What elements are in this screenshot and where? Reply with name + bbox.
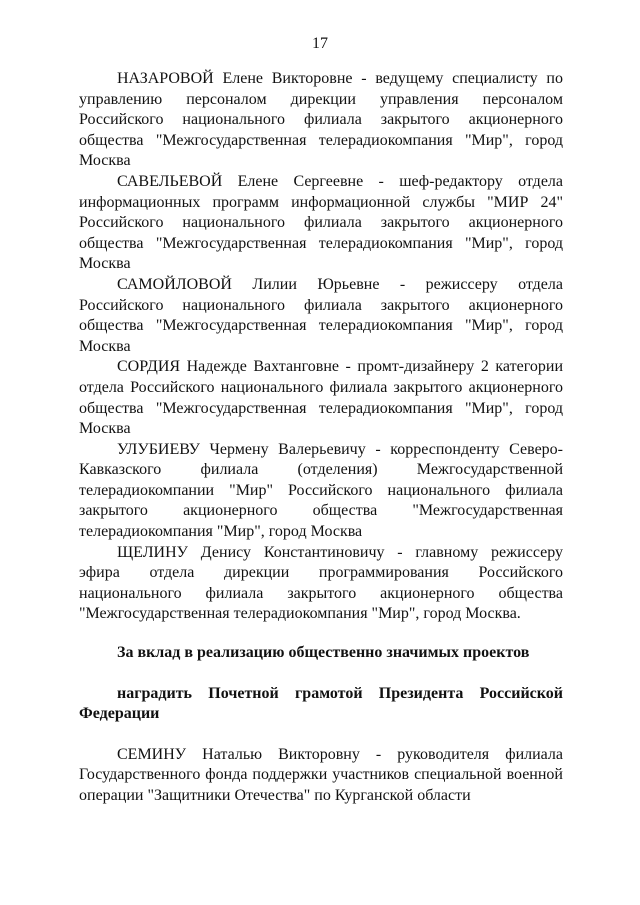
- award-recipient-paragraph: САВЕЛЬЕВОЙ Елене Сергеевне - шеф-редактору отдела информационных программ информационной службы "МИР 24" Российского национального филиала закрытого акционерного общества "Межгосударственная телерадиокомпания "Мир", город Москва: [79, 172, 563, 273]
- award-recipient-paragraph: ЩЕЛИНУ Денису Константиновичу - главному режиссеру эфира отдела дирекции программирования Российского национального филиала закрытого акционерного общества "Межгосударственная телерадиокомпания "Мир", город Москва.: [79, 543, 563, 623]
- award-recipient-paragraph: НАЗАРОВОЙ Елене Викторовне - ведущему специалисту по управлению персоналом дирекции управления персоналом Российского национального филиала закрытого акционерного общества "Межгосударственная телерадиокомпания "Мир", город Москва: [79, 70, 563, 170]
- section-heading: За вклад в реализацию общественно значимых проектов: [117, 644, 530, 662]
- award-recipient-paragraph: СЕМИНУ Наталью Викторовну - руководителя филиала Государственного фонда поддержки участников специальной военной операции "Защитники Отечества" по Курганской области: [79, 745, 563, 804]
- award-heading: наградить Почетной грамотой Президента Российской Федерации: [79, 684, 563, 723]
- page-number: 17: [312, 35, 328, 52]
- award-recipient-paragraph: САМОЙЛОВОЙ Лилии Юрьевне - режиссеру отдела Российского национального филиала закрытого акционерного общества "Межгосударственная телерадиокомпания "Мир", город Москва: [79, 275, 563, 355]
- award-recipient-paragraph: УЛУБИЕВУ Чермену Валерьевичу - корреспонденту Северо-Кавказского филиала (отделения) Межгосударственной телерадиокомпании "Мир" Российского национального филиала закрытого акционерного общества "Межгосударственная телерадиокомпания "Мир", город Москва: [79, 440, 563, 541]
- award-recipient-paragraph: СОРДИЯ Надежде Вахтанговне - промт-дизайнеру 2 категории отдела Российского национального филиала закрытого акционерного общества "Межгосударственная телерадиокомпания "Мир", город Москва: [79, 358, 563, 438]
- document-body: [79, 69, 563, 807]
